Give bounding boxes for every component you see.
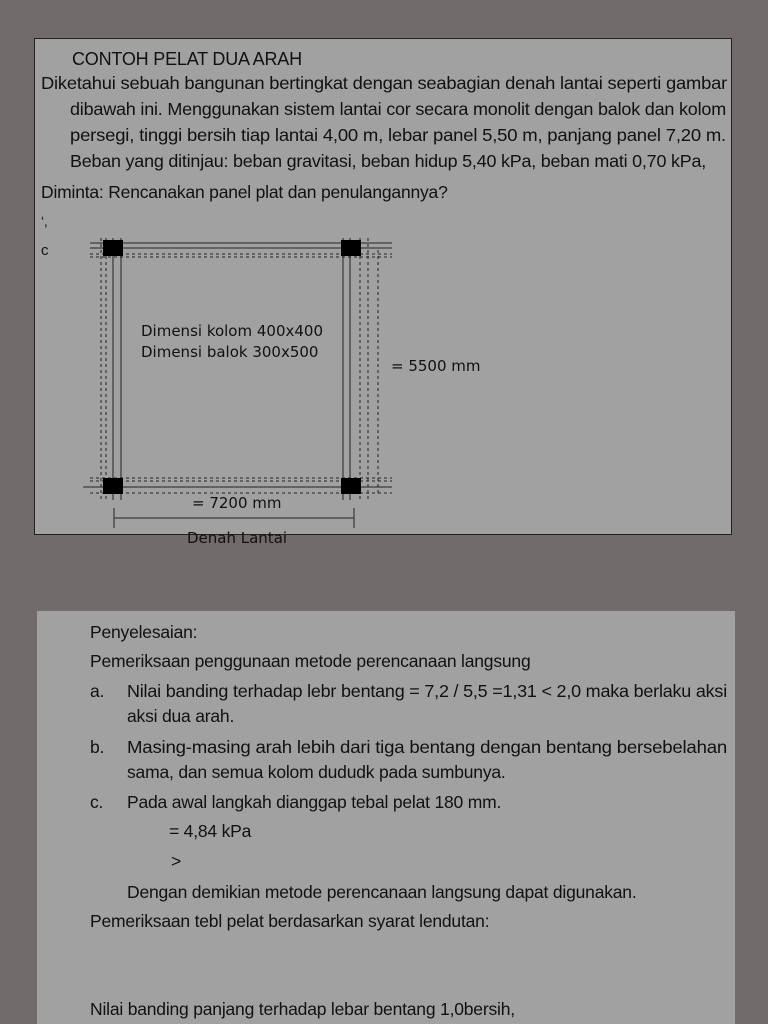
solution-check: Pemeriksaan penggunaan metode perencanaan langsung [90, 651, 531, 671]
problem-title: CONTOH PELAT DUA ARAH [72, 49, 302, 69]
item-a-line-2: aksi dua arah. [127, 706, 235, 726]
column-bottom-left [103, 478, 123, 494]
column-bottom-right [341, 478, 361, 494]
problem-line-1: Diketahui sebuah bangunan bertingkat dengan seabagian denah lantai seperti gambar [41, 73, 727, 93]
beam-dimension-label: Dimensi balok 300x500 [141, 343, 319, 361]
conclusion-text: Dengan demikian metode perencanaan langsung dapat digunakan. [127, 882, 637, 902]
load-value: = 4,84 kPa [169, 821, 252, 841]
greater-than-sign: > [171, 851, 182, 871]
problem-line-2: dibawah ini. Menggunakan sistem lantai cor secara monolit dengan balok dan kolom [70, 99, 726, 119]
deflection-check-heading: Pemeriksaan tebl pelat berdasarkan syarat lendutan: [90, 911, 490, 931]
item-c-marker: c. [90, 792, 104, 812]
problem-asked: Diminta: Rencanakan panel plat dan penulangannya? [41, 182, 448, 202]
solution-heading: Penyelesaian: [90, 622, 198, 642]
solution-panel [37, 611, 735, 1024]
column-top-right [341, 240, 361, 256]
item-b-line-2: sama, dan semua kolom dududk pada sumbunya. [127, 762, 506, 782]
item-a-line-1: Nilai banding terhadap lebr bentang = 7,2 / 5,5 =1,31 < 2,0 maka berlaku aksi [127, 681, 727, 701]
item-a-marker: a. [90, 681, 105, 701]
stray-mark: ‘, [41, 213, 48, 229]
problem-line-4: Beban yang ditinjau: beban gravitasi, beban hidup 5,40 kPa, beban mati 0,70 kPa, [70, 151, 706, 171]
span-ratio-line: Nilai banding panjang terhadap lebar bentang 1,0bersih, [90, 999, 515, 1019]
width-dimension-label: = 5500 mm [391, 357, 481, 375]
column-dimension-label: Dimensi kolom 400x400 [141, 322, 324, 340]
problem-line-3: persegi, tinggi bersih tiap lantai 4,00 m, lebar panel 5,50 m, panjang panel 7,20 m. [70, 125, 726, 145]
length-dimension-label: = 7200 mm [192, 494, 282, 512]
stray-letter: c [41, 242, 49, 259]
item-b-marker: b. [90, 737, 105, 757]
column-top-left [103, 240, 123, 256]
item-b-line-1: Masing-masing arah lebih dari tiga bentang dengan bentang bersebelahan [127, 737, 727, 757]
item-c-line-1: Pada awal langkah dianggap tebal pelat 180 mm. [127, 792, 502, 812]
figure-caption: Denah Lantai [187, 529, 288, 547]
